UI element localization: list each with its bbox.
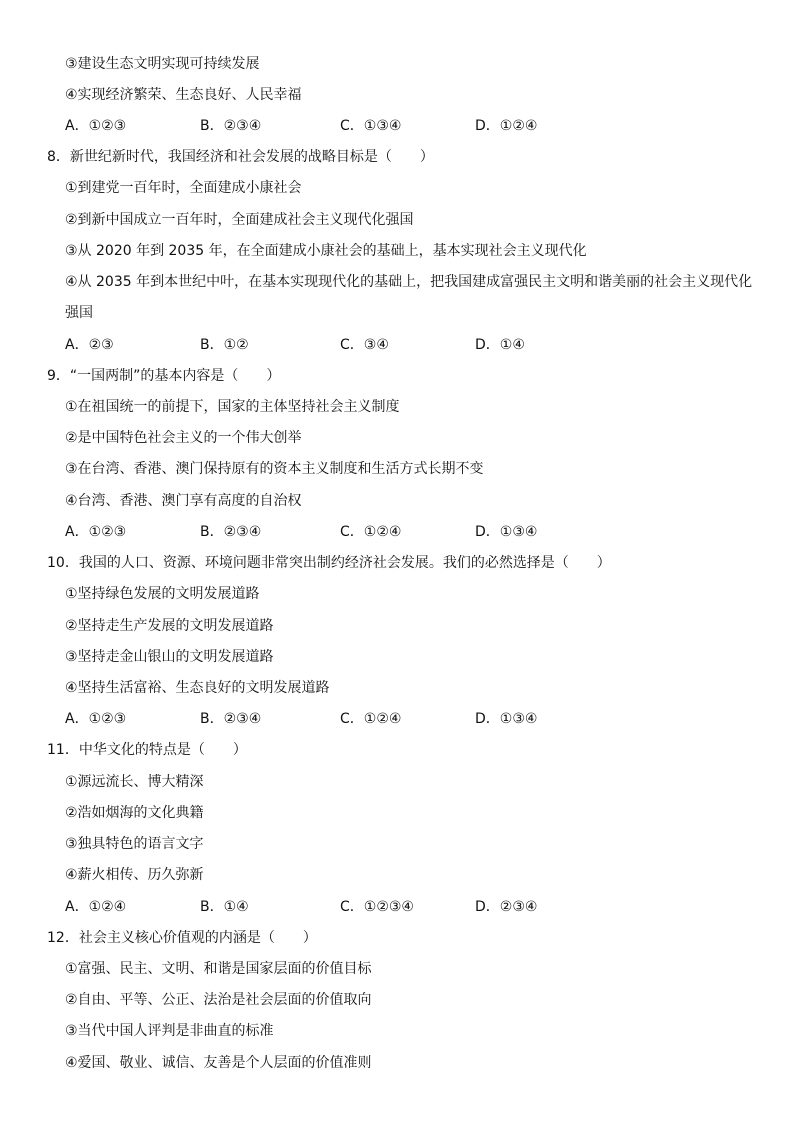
q9-choice-a[interactable]: A．①②③ (65, 524, 127, 540)
q10-choice-a[interactable]: A．①②③ (65, 711, 127, 727)
q11-option-2: ②浩如烟海的文化典籍 (65, 805, 204, 821)
q12-option-4: ④爱国、敬业、诚信、友善是个人层面的价值准则 (65, 1055, 372, 1071)
q10-choices (65, 710, 665, 728)
q10-choice-b[interactable]: B．②③④ (200, 711, 262, 727)
q10-option-3: ③坚持走金山银山的文明发展道路 (65, 649, 274, 665)
q12-option-2: ②自由、平等、公正、法治是社会层面的价值取向 (65, 992, 372, 1008)
q12-stem: 12．社会主义核心价值观的内涵是（ ） (47, 930, 317, 946)
q10-option-4: ④坚持生活富裕、生态良好的文明发展道路 (65, 680, 330, 696)
q8-option-4-continuation: 强国 (65, 305, 93, 321)
q8-choice-a[interactable]: A．②③ (65, 337, 114, 353)
q8-option-2: ②到新中国成立一百年时，全面建成社会主义现代化强国 (65, 212, 414, 228)
q11-choice-c[interactable]: C．①②③④ (340, 899, 414, 915)
q10-option-1: ①坚持绿色发展的文明发展道路 (65, 586, 260, 602)
q10-stem: 10．我国的人口、资源、环境问题非常突出制约经济社会发展。我们的必然选择是（ ） (47, 555, 611, 571)
q9-option-4: ④台湾、香港、澳门享有高度的自治权 (65, 493, 302, 509)
q7-choice-a[interactable]: A．①②③ (65, 118, 127, 134)
q8-option-1: ①到建党一百年时，全面建成小康社会 (65, 180, 302, 196)
q9-option-2: ②是中国特色社会主义的一个伟大创举 (65, 430, 302, 446)
q7-choice-b[interactable]: B．②③④ (200, 118, 262, 134)
q10-choice-d[interactable]: D．①③④ (475, 711, 538, 727)
q11-choices (65, 898, 665, 916)
q8-option-3: ③从 2020 年到 2035 年，在全面建成小康社会的基础上，基本实现社会主义现代化 (65, 243, 587, 259)
q8-choices (65, 336, 665, 354)
q9-choice-b[interactable]: B．②③④ (200, 524, 262, 540)
q10-choice-c[interactable]: C．①②④ (340, 711, 402, 727)
q7-option-3: ③建设生态文明实现可持续发展 (65, 56, 260, 72)
q11-option-1: ①源远流长、博大精深 (65, 774, 204, 790)
q9-option-1: ①在祖国统一的前提下，国家的主体坚持社会主义制度 (65, 399, 400, 415)
q8-choice-d[interactable]: D．①④ (475, 337, 525, 353)
q8-stem: 8．新世纪新时代，我国经济和社会发展的战略目标是（ ） (47, 149, 434, 165)
q8-option-4: ④从 2035 年到本世纪中叶，在基本实现现代化的基础上，把我国建成富强民主文明和谐美丽的社会主义现代化 (65, 274, 753, 290)
q12-option-3: ③当代中国人评判是非曲直的标准 (65, 1023, 274, 1039)
q9-option-3: ③在台湾、香港、澳门保持原有的资本主义制度和生活方式长期不变 (65, 461, 484, 477)
q7-choices (65, 117, 665, 135)
q11-choice-d[interactable]: D．②③④ (475, 899, 538, 915)
q11-stem: 11．中华文化的特点是（ ） (47, 742, 247, 758)
q11-choice-a[interactable]: A．①②④ (65, 899, 127, 915)
q9-choices (65, 523, 665, 541)
q11-option-3: ③独具特色的语言文字 (65, 836, 204, 852)
q7-choice-c[interactable]: C．①③④ (340, 118, 402, 134)
q7-option-4: ④实现经济繁荣、生态良好、人民幸福 (65, 87, 302, 103)
q8-choice-b[interactable]: B．①② (200, 337, 249, 353)
q11-option-4: ④薪火相传、历久弥新 (65, 867, 204, 883)
q10-option-2: ②坚持走生产发展的文明发展道路 (65, 618, 274, 634)
q9-choice-c[interactable]: C．①②④ (340, 524, 402, 540)
q11-choice-b[interactable]: B．①④ (200, 899, 249, 915)
q12-option-1: ①富强、民主、文明、和谐是国家层面的价值目标 (65, 961, 372, 977)
q8-choice-c[interactable]: C．③④ (340, 337, 389, 353)
q7-choice-d[interactable]: D．①②④ (475, 118, 538, 134)
q9-choice-d[interactable]: D．①③④ (475, 524, 538, 540)
q9-stem: 9．“一国两制”的基本内容是（ ） (47, 368, 281, 384)
